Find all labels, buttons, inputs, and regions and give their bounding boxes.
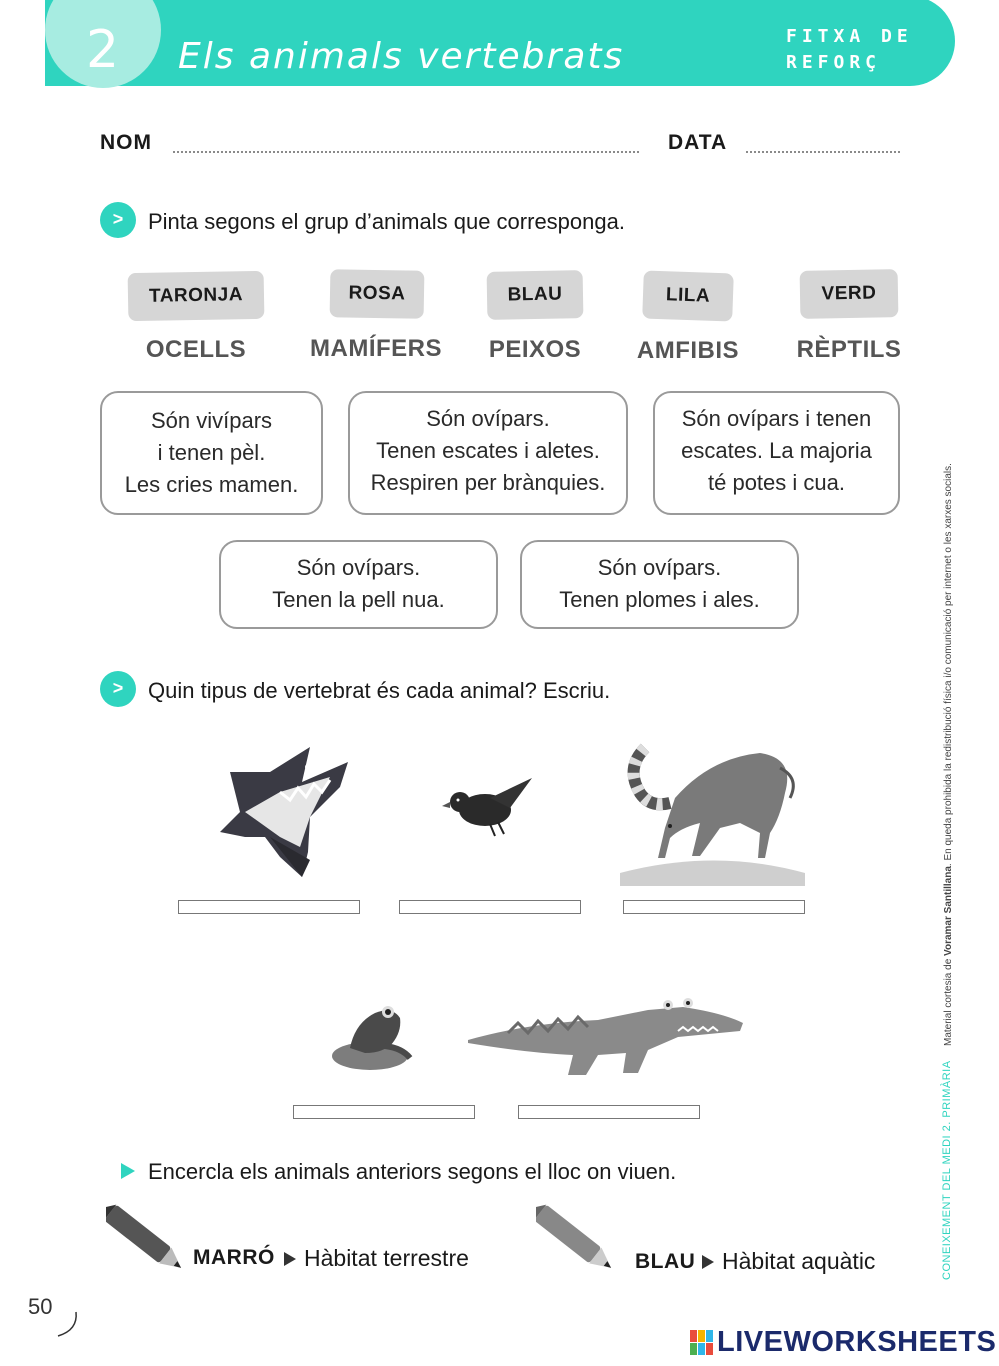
box-line: Són vivípars xyxy=(150,408,273,433)
group-mamifers: MAMÍFERS xyxy=(310,335,442,362)
color-tag-verd: VERD xyxy=(800,269,899,319)
activity1-instruction: Pinta segons el grup d’animals que corresponga. xyxy=(148,209,625,234)
option2-color: BLAU xyxy=(635,1250,696,1273)
box-line: Són ovípars. xyxy=(426,406,550,431)
color-tag-lila: LILA xyxy=(642,270,734,321)
page-title: Els animals vertebrats xyxy=(178,36,625,77)
shark-illustration xyxy=(210,742,360,887)
activity2-instruction: Quin tipus de vertebrat és cada animal? Escriu. xyxy=(148,678,611,703)
group-ocells: OCELLS xyxy=(145,336,247,363)
box-line: escates. La majoria xyxy=(681,438,872,463)
pencil-blue-icon xyxy=(536,1204,620,1280)
box-line: i tenen pèl. xyxy=(157,440,266,465)
box-line: Tenen escates i aletes. xyxy=(376,438,600,463)
activity3-instruction: Encercla els animals anteriors segons el lloc on viuen. xyxy=(148,1159,677,1184)
box-line: Respiren per brànquies. xyxy=(370,470,606,495)
date-field[interactable] xyxy=(746,151,900,153)
page-number: 50 xyxy=(28,1294,53,1319)
answer-field-shark[interactable] xyxy=(178,900,360,914)
name-label: NOM xyxy=(100,131,152,154)
pencil-brown-icon xyxy=(106,1204,190,1280)
liveworksheets-watermark: LIVEWORKSHEETS xyxy=(717,1326,997,1358)
color-tag-rosa: ROSA xyxy=(330,269,425,319)
color-tag-blau: BLAU xyxy=(487,270,584,320)
copyright-suffix: . En queda prohibida la redistribució física i/o comunicació per internet o les xarxes socials. xyxy=(943,463,954,867)
description-box-birds xyxy=(520,540,799,629)
answer-field-lemur[interactable] xyxy=(623,900,805,914)
name-field[interactable] xyxy=(173,151,639,153)
option1-color: MARRÓ xyxy=(193,1246,275,1269)
copyright-prefix: Material cortesia de xyxy=(943,955,954,1046)
box-line: Són ovípars i tenen xyxy=(681,406,872,431)
answer-field-bird[interactable] xyxy=(399,900,581,914)
worksheet-type-line2: REFORÇ xyxy=(786,52,882,73)
copyright-brand: Voramar Santillana xyxy=(943,866,954,956)
answer-field-frog[interactable] xyxy=(293,1105,475,1119)
box-line: Tenen la pell nua. xyxy=(272,587,445,612)
box-line: té potes i cua. xyxy=(708,470,845,495)
crocodile-illustration xyxy=(468,995,750,1080)
description-box-amphibians xyxy=(219,540,498,629)
box-line: Les cries mamen. xyxy=(124,472,299,497)
option1-text: Hàbitat terrestre xyxy=(304,1245,469,1271)
color-tag-taronja: TARONJA xyxy=(128,271,265,321)
box-line: Són ovípars. xyxy=(597,555,722,580)
description-box-mammals xyxy=(100,391,323,515)
activity-bullet: > xyxy=(100,202,136,238)
date-label: DATA xyxy=(668,131,728,154)
play-arrow-icon xyxy=(120,1162,136,1180)
unit-number: 2 xyxy=(86,20,120,80)
group-peixos: PEIXOS xyxy=(488,336,582,363)
answer-field-crocodile[interactable] xyxy=(518,1105,700,1119)
play-arrow-icon xyxy=(283,1251,297,1267)
page-curve-decoration xyxy=(56,1310,82,1338)
activity-bullet: > xyxy=(100,671,136,707)
option2-text: Hàbitat aquàtic xyxy=(722,1248,876,1274)
group-amfibis: AMFIBIS xyxy=(636,337,740,364)
liveworksheets-logo-icon xyxy=(690,1330,714,1356)
box-line: Són ovípars. xyxy=(296,555,421,580)
description-box-reptiles xyxy=(653,391,900,515)
frog-illustration xyxy=(330,998,415,1073)
description-box-fish xyxy=(348,391,628,515)
copyright-notice xyxy=(943,463,954,1046)
subject-label: CONEIXEMENT DEL MEDI 2. PRIMÀRIA xyxy=(941,1060,953,1280)
play-arrow-icon xyxy=(701,1254,715,1270)
bird-illustration xyxy=(440,772,540,842)
box-line: Tenen plomes i ales. xyxy=(559,587,760,612)
lemur-illustration xyxy=(620,738,810,888)
worksheet-type-line1: FITXA DE xyxy=(786,26,913,47)
group-reptils: RÈPTILS xyxy=(796,336,902,363)
